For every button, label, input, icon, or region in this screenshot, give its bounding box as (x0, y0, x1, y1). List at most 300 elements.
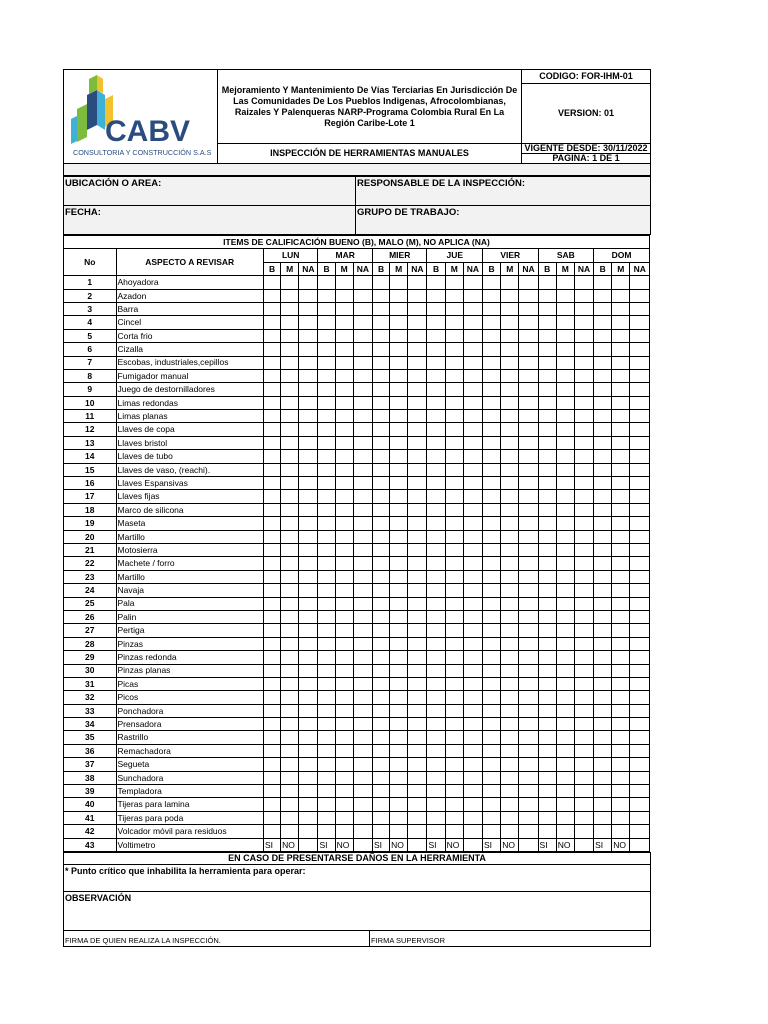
rating-cell-m[interactable] (612, 664, 630, 677)
rating-cell-m[interactable] (501, 637, 519, 650)
rating-cell-b[interactable] (318, 543, 335, 556)
rating-cell-b[interactable] (594, 744, 612, 757)
rating-cell-na[interactable] (353, 637, 372, 650)
rating-cell-na[interactable] (299, 289, 318, 302)
rating-cell-m[interactable] (445, 731, 463, 744)
rating-cell-m[interactable] (445, 637, 463, 650)
rating-cell-b[interactable] (263, 570, 280, 583)
rating-cell-m[interactable] (445, 624, 463, 637)
rating-cell-na[interactable] (408, 302, 427, 315)
rating-cell-b[interactable] (427, 597, 445, 610)
rating-cell-m[interactable] (501, 423, 519, 436)
rating-cell-m[interactable] (445, 677, 463, 690)
rating-cell-na[interactable] (519, 557, 538, 570)
rating-cell-na[interactable] (408, 624, 427, 637)
rating-cell-b[interactable] (263, 811, 280, 824)
rating-cell-na[interactable] (353, 517, 372, 530)
rating-cell-b[interactable] (427, 557, 445, 570)
rating-cell-b[interactable] (538, 624, 556, 637)
rating-cell-na[interactable] (630, 369, 650, 382)
rating-cell-b[interactable] (538, 677, 556, 690)
rating-cell-na[interactable] (408, 557, 427, 570)
rating-cell-m[interactable] (281, 343, 299, 356)
rating-cell-na[interactable] (408, 811, 427, 824)
rating-cell-na[interactable] (519, 624, 538, 637)
rating-cell-na[interactable] (353, 490, 372, 503)
rating-cell-m[interactable] (612, 798, 630, 811)
rating-cell-na[interactable] (353, 825, 372, 838)
rating-cell-b[interactable] (427, 570, 445, 583)
rating-cell-b[interactable] (372, 758, 389, 771)
rating-cell-m[interactable] (390, 677, 408, 690)
rating-cell-na[interactable] (299, 718, 318, 731)
rating-cell-m[interactable] (281, 410, 299, 423)
rating-cell-m[interactable] (612, 744, 630, 757)
rating-cell-na[interactable] (574, 704, 593, 717)
rating-cell-m[interactable] (556, 771, 574, 784)
rating-cell-m[interactable] (281, 436, 299, 449)
rating-cell-b[interactable] (538, 423, 556, 436)
rating-cell-m[interactable] (335, 731, 353, 744)
rating-cell-b[interactable] (538, 450, 556, 463)
rating-cell-m[interactable] (612, 785, 630, 798)
rating-cell-m[interactable] (612, 289, 630, 302)
rating-cell-na[interactable] (630, 436, 650, 449)
rating-cell-na[interactable] (463, 718, 482, 731)
rating-cell-m[interactable] (556, 289, 574, 302)
rating-cell-m[interactable] (445, 798, 463, 811)
rating-cell-m[interactable] (501, 785, 519, 798)
rating-cell-na[interactable] (630, 798, 650, 811)
rating-cell-b[interactable] (594, 356, 612, 369)
rating-cell-m[interactable] (556, 758, 574, 771)
rating-cell-b[interactable] (483, 637, 501, 650)
rating-cell-na[interactable] (574, 825, 593, 838)
rating-cell-na[interactable] (463, 584, 482, 597)
rating-cell-b[interactable] (372, 664, 389, 677)
rating-cell-b[interactable] (538, 463, 556, 476)
rating-cell-m[interactable] (445, 811, 463, 824)
rating-cell-m[interactable] (501, 477, 519, 490)
rating-cell-b[interactable] (318, 369, 335, 382)
rating-cell-b[interactable] (263, 490, 280, 503)
rating-cell-b[interactable] (483, 758, 501, 771)
rating-cell-m[interactable] (501, 651, 519, 664)
rating-cell-na[interactable] (408, 677, 427, 690)
rating-cell-m[interactable] (612, 316, 630, 329)
rating-cell-na[interactable] (353, 718, 372, 731)
rating-cell-b[interactable] (538, 610, 556, 623)
rating-cell-na[interactable] (463, 477, 482, 490)
rating-cell[interactable] (574, 838, 593, 851)
rating-cell-m[interactable] (445, 302, 463, 315)
rating-cell-na[interactable] (353, 557, 372, 570)
rating-cell-b[interactable] (483, 677, 501, 690)
rating-cell-b[interactable] (263, 302, 280, 315)
rating-cell-m[interactable] (390, 302, 408, 315)
rating-cell-b[interactable] (594, 811, 612, 824)
rating-cell-b[interactable] (372, 731, 389, 744)
rating-cell-m[interactable] (390, 356, 408, 369)
rating-cell-b[interactable] (427, 316, 445, 329)
rating-cell-m[interactable] (390, 530, 408, 543)
rating-cell-b[interactable] (427, 477, 445, 490)
rating-cell-na[interactable] (574, 356, 593, 369)
si-checkbox[interactable]: SI (483, 838, 501, 851)
rating-cell-na[interactable] (353, 477, 372, 490)
rating-cell-b[interactable] (538, 396, 556, 409)
rating-cell-m[interactable] (501, 436, 519, 449)
rating-cell-na[interactable] (353, 610, 372, 623)
rating-cell-m[interactable] (556, 503, 574, 516)
rating-cell-na[interactable] (574, 369, 593, 382)
rating-cell-m[interactable] (335, 463, 353, 476)
rating-cell-b[interactable] (263, 450, 280, 463)
rating-cell-m[interactable] (612, 718, 630, 731)
rating-cell-na[interactable] (353, 624, 372, 637)
rating-cell-b[interactable] (318, 637, 335, 650)
rating-cell-b[interactable] (263, 771, 280, 784)
rating-cell-b[interactable] (372, 825, 389, 838)
rating-cell-m[interactable] (335, 369, 353, 382)
rating-cell-na[interactable] (408, 637, 427, 650)
rating-cell-na[interactable] (299, 543, 318, 556)
rating-cell-na[interactable] (519, 329, 538, 342)
rating-cell-b[interactable] (538, 343, 556, 356)
rating-cell-b[interactable] (594, 570, 612, 583)
rating-cell-m[interactable] (390, 517, 408, 530)
rating-cell-m[interactable] (281, 758, 299, 771)
rating-cell-na[interactable] (630, 664, 650, 677)
rating-cell-na[interactable] (630, 517, 650, 530)
rating-cell-b[interactable] (263, 383, 280, 396)
rating-cell-b[interactable] (594, 610, 612, 623)
rating-cell-na[interactable] (463, 302, 482, 315)
rating-cell-b[interactable] (263, 423, 280, 436)
rating-cell-m[interactable] (335, 356, 353, 369)
rating-cell-na[interactable] (408, 825, 427, 838)
rating-cell-m[interactable] (390, 543, 408, 556)
rating-cell-b[interactable] (263, 798, 280, 811)
rating-cell-m[interactable] (335, 477, 353, 490)
rating-cell-b[interactable] (594, 477, 612, 490)
rating-cell-na[interactable] (463, 369, 482, 382)
rating-cell-b[interactable] (483, 731, 501, 744)
rating-cell-b[interactable] (263, 289, 280, 302)
rating-cell-m[interactable] (445, 423, 463, 436)
rating-cell-na[interactable] (463, 637, 482, 650)
rating-cell-m[interactable] (390, 624, 408, 637)
rating-cell-b[interactable] (263, 664, 280, 677)
rating-cell-na[interactable] (574, 503, 593, 516)
rating-cell-m[interactable] (390, 383, 408, 396)
rating-cell-b[interactable] (483, 302, 501, 315)
rating-cell-m[interactable] (335, 637, 353, 650)
rating-cell-na[interactable] (630, 637, 650, 650)
rating-cell-m[interactable] (556, 825, 574, 838)
rating-cell-b[interactable] (427, 825, 445, 838)
rating-cell-na[interactable] (299, 785, 318, 798)
rating-cell-m[interactable] (501, 758, 519, 771)
rating-cell-na[interactable] (353, 450, 372, 463)
rating-cell-b[interactable] (427, 758, 445, 771)
rating-cell-m[interactable] (501, 691, 519, 704)
rating-cell-m[interactable] (335, 744, 353, 757)
rating-cell-m[interactable] (281, 289, 299, 302)
rating-cell-b[interactable] (594, 785, 612, 798)
rating-cell-b[interactable] (372, 718, 389, 731)
rating-cell-b[interactable] (594, 343, 612, 356)
rating-cell-na[interactable] (463, 503, 482, 516)
rating-cell-m[interactable] (501, 811, 519, 824)
rating-cell-b[interactable] (483, 610, 501, 623)
rating-cell-na[interactable] (408, 463, 427, 476)
rating-cell-b[interactable] (538, 503, 556, 516)
rating-cell-na[interactable] (299, 490, 318, 503)
rating-cell-b[interactable] (318, 677, 335, 690)
rating-cell-m[interactable] (501, 410, 519, 423)
rating-cell-na[interactable] (353, 276, 372, 289)
rating-cell-m[interactable] (390, 610, 408, 623)
rating-cell-na[interactable] (463, 543, 482, 556)
rating-cell-na[interactable] (299, 624, 318, 637)
rating-cell-b[interactable] (538, 410, 556, 423)
rating-cell-na[interactable] (353, 664, 372, 677)
rating-cell[interactable] (519, 838, 538, 851)
rating-cell-b[interactable] (594, 316, 612, 329)
rating-cell-m[interactable] (612, 477, 630, 490)
rating-cell-b[interactable] (318, 758, 335, 771)
rating-cell-na[interactable] (353, 704, 372, 717)
rating-cell-m[interactable] (335, 771, 353, 784)
rating-cell-m[interactable] (445, 570, 463, 583)
rating-cell-m[interactable] (335, 691, 353, 704)
rating-cell-m[interactable] (501, 744, 519, 757)
rating-cell-m[interactable] (390, 410, 408, 423)
rating-cell-b[interactable] (372, 584, 389, 597)
rating-cell-na[interactable] (574, 570, 593, 583)
rating-cell-na[interactable] (574, 543, 593, 556)
rating-cell-b[interactable] (538, 758, 556, 771)
rating-cell-m[interactable] (281, 423, 299, 436)
rating-cell-b[interactable] (318, 610, 335, 623)
rating-cell-m[interactable] (335, 530, 353, 543)
rating-cell-m[interactable] (556, 557, 574, 570)
rating-cell-m[interactable] (281, 664, 299, 677)
rating-cell-b[interactable] (263, 316, 280, 329)
rating-cell-na[interactable] (408, 798, 427, 811)
rating-cell-m[interactable] (612, 463, 630, 476)
rating-cell-na[interactable] (630, 343, 650, 356)
rating-cell-m[interactable] (445, 664, 463, 677)
rating-cell-na[interactable] (519, 396, 538, 409)
rating-cell-m[interactable] (281, 624, 299, 637)
rating-cell-m[interactable] (335, 329, 353, 342)
rating-cell-m[interactable] (556, 410, 574, 423)
rating-cell-b[interactable] (483, 597, 501, 610)
rating-cell-na[interactable] (630, 825, 650, 838)
rating-cell-na[interactable] (408, 423, 427, 436)
date-field[interactable]: FECHA: (64, 206, 356, 235)
rating-cell-na[interactable] (574, 718, 593, 731)
rating-cell-na[interactable] (519, 383, 538, 396)
rating-cell-na[interactable] (463, 691, 482, 704)
rating-cell-m[interactable] (445, 610, 463, 623)
rating-cell-m[interactable] (501, 718, 519, 731)
si-checkbox[interactable]: SI (372, 838, 389, 851)
rating-cell-na[interactable] (630, 597, 650, 610)
rating-cell-na[interactable] (463, 517, 482, 530)
rating-cell-na[interactable] (630, 490, 650, 503)
rating-cell-b[interactable] (594, 584, 612, 597)
rating-cell-b[interactable] (594, 369, 612, 382)
rating-cell-na[interactable] (574, 771, 593, 784)
rating-cell-na[interactable] (574, 664, 593, 677)
rating-cell-m[interactable] (281, 637, 299, 650)
rating-cell-b[interactable] (483, 503, 501, 516)
rating-cell-na[interactable] (519, 276, 538, 289)
rating-cell-b[interactable] (263, 731, 280, 744)
rating-cell-m[interactable] (556, 731, 574, 744)
rating-cell-b[interactable] (594, 329, 612, 342)
rating-cell-m[interactable] (445, 597, 463, 610)
rating-cell-b[interactable] (483, 691, 501, 704)
rating-cell-m[interactable] (612, 704, 630, 717)
rating-cell-b[interactable] (263, 463, 280, 476)
rating-cell-na[interactable] (630, 570, 650, 583)
rating-cell-b[interactable] (318, 477, 335, 490)
rating-cell-m[interactable] (445, 369, 463, 382)
rating-cell-m[interactable] (281, 396, 299, 409)
rating-cell-m[interactable] (335, 597, 353, 610)
rating-cell-b[interactable] (483, 329, 501, 342)
rating-cell-na[interactable] (408, 744, 427, 757)
rating-cell-b[interactable] (594, 758, 612, 771)
rating-cell-na[interactable] (630, 651, 650, 664)
rating-cell-m[interactable] (612, 329, 630, 342)
rating-cell-b[interactable] (594, 302, 612, 315)
rating-cell-b[interactable] (372, 436, 389, 449)
rating-cell-b[interactable] (538, 276, 556, 289)
rating-cell-m[interactable] (390, 329, 408, 342)
rating-cell-m[interactable] (501, 530, 519, 543)
rating-cell-na[interactable] (353, 343, 372, 356)
rating-cell-na[interactable] (299, 825, 318, 838)
rating-cell-na[interactable] (299, 530, 318, 543)
rating-cell-m[interactable] (335, 316, 353, 329)
rating-cell-b[interactable] (427, 731, 445, 744)
rating-cell-b[interactable] (263, 276, 280, 289)
rating-cell-m[interactable] (281, 276, 299, 289)
rating-cell-b[interactable] (483, 785, 501, 798)
rating-cell-na[interactable] (408, 383, 427, 396)
rating-cell-na[interactable] (299, 517, 318, 530)
rating-cell-b[interactable] (538, 798, 556, 811)
rating-cell-na[interactable] (353, 396, 372, 409)
si-checkbox[interactable]: SI (318, 838, 335, 851)
rating-cell-na[interactable] (353, 503, 372, 516)
rating-cell-b[interactable] (427, 744, 445, 757)
rating-cell-m[interactable] (612, 383, 630, 396)
rating-cell-b[interactable] (483, 771, 501, 784)
rating-cell-m[interactable] (335, 704, 353, 717)
rating-cell-b[interactable] (427, 704, 445, 717)
rating-cell-b[interactable] (594, 276, 612, 289)
rating-cell-b[interactable] (483, 289, 501, 302)
rating-cell-m[interactable] (281, 450, 299, 463)
rating-cell-m[interactable] (335, 289, 353, 302)
rating-cell-b[interactable] (372, 289, 389, 302)
rating-cell-na[interactable] (519, 356, 538, 369)
rating-cell-b[interactable] (318, 651, 335, 664)
rating-cell-b[interactable] (318, 691, 335, 704)
rating-cell-b[interactable] (427, 463, 445, 476)
rating-cell-b[interactable] (372, 369, 389, 382)
rating-cell-b[interactable] (483, 543, 501, 556)
rating-cell-m[interactable] (445, 543, 463, 556)
rating-cell-m[interactable] (281, 771, 299, 784)
rating-cell-m[interactable] (556, 369, 574, 382)
rating-cell-na[interactable] (408, 664, 427, 677)
rating-cell-na[interactable] (519, 316, 538, 329)
rating-cell-m[interactable] (281, 463, 299, 476)
rating-cell-m[interactable] (281, 584, 299, 597)
rating-cell-na[interactable] (463, 329, 482, 342)
rating-cell-m[interactable] (501, 704, 519, 717)
rating-cell-b[interactable] (318, 490, 335, 503)
rating-cell-na[interactable] (574, 517, 593, 530)
rating-cell-na[interactable] (463, 463, 482, 476)
observation-field[interactable]: OBSERVACIÓN (64, 891, 651, 930)
rating-cell-m[interactable] (612, 450, 630, 463)
rating-cell-m[interactable] (281, 356, 299, 369)
rating-cell-m[interactable] (501, 677, 519, 690)
rating-cell-b[interactable] (372, 396, 389, 409)
rating-cell-b[interactable] (427, 276, 445, 289)
rating-cell-m[interactable] (390, 557, 408, 570)
rating-cell-m[interactable] (390, 584, 408, 597)
rating-cell-m[interactable] (445, 383, 463, 396)
rating-cell-m[interactable] (390, 758, 408, 771)
rating-cell-na[interactable] (299, 664, 318, 677)
rating-cell-na[interactable] (299, 396, 318, 409)
rating-cell-na[interactable] (630, 316, 650, 329)
rating-cell-m[interactable] (556, 423, 574, 436)
rating-cell-m[interactable] (281, 704, 299, 717)
rating-cell-b[interactable] (483, 410, 501, 423)
rating-cell-na[interactable] (519, 597, 538, 610)
rating-cell-na[interactable] (408, 356, 427, 369)
rating-cell-b[interactable] (263, 477, 280, 490)
rating-cell-na[interactable] (299, 704, 318, 717)
rating-cell-na[interactable] (574, 811, 593, 824)
rating-cell-na[interactable] (299, 356, 318, 369)
rating-cell-na[interactable] (463, 811, 482, 824)
rating-cell-m[interactable] (281, 744, 299, 757)
rating-cell-m[interactable] (501, 503, 519, 516)
rating-cell-m[interactable] (335, 543, 353, 556)
rating-cell-na[interactable] (299, 758, 318, 771)
rating-cell-na[interactable] (299, 276, 318, 289)
rating-cell-b[interactable] (318, 570, 335, 583)
rating-cell-b[interactable] (594, 450, 612, 463)
rating-cell-b[interactable] (538, 664, 556, 677)
rating-cell-na[interactable] (463, 276, 482, 289)
rating-cell-b[interactable] (318, 771, 335, 784)
rating-cell-b[interactable] (263, 436, 280, 449)
no-checkbox[interactable]: NO (556, 838, 574, 851)
rating-cell-na[interactable] (353, 410, 372, 423)
